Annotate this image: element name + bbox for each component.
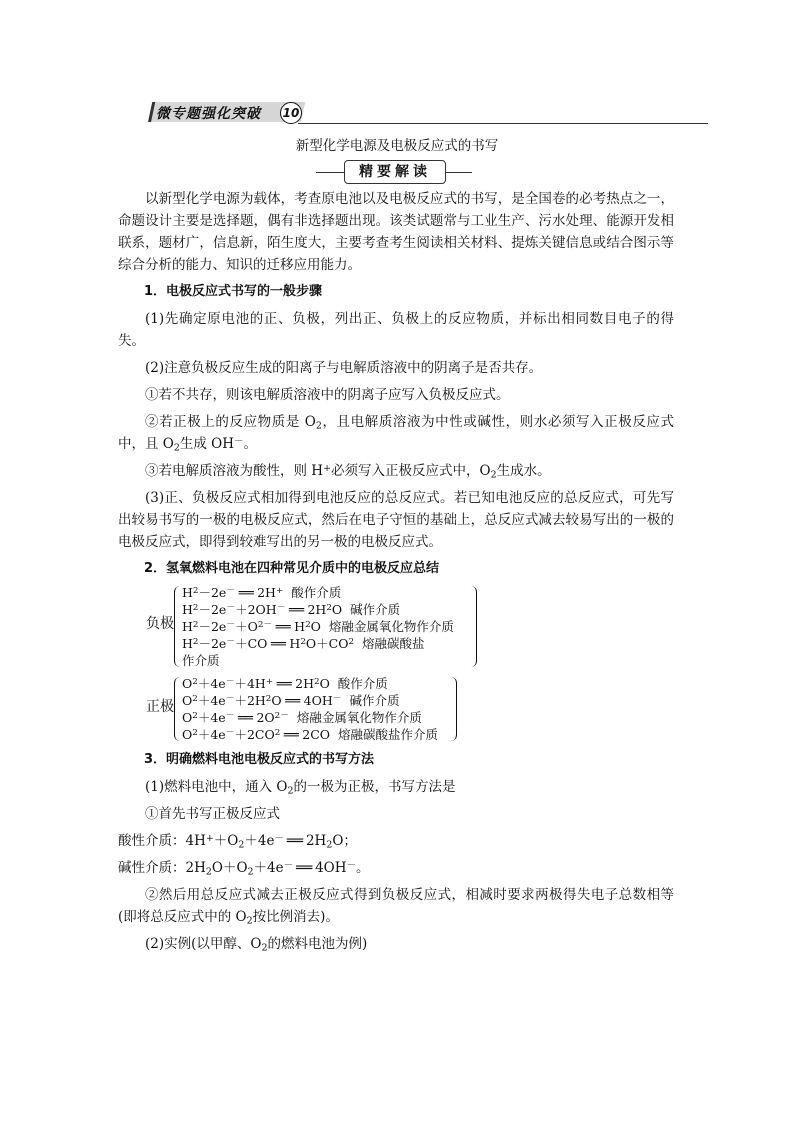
positive-brace-left xyxy=(174,677,181,741)
banner-rule xyxy=(298,123,708,124)
negative-eq-acid: $H^2-2e^-$ ══ 2H+ 酸作介质 xyxy=(182,585,342,600)
banner-label: 微专题强化突破 xyxy=(156,106,261,122)
positive-brace-right xyxy=(450,677,457,741)
section-1-p3: ①若不共存，则该电解质溶液中的阴离子应写入负极反应式。 xyxy=(145,387,510,403)
positive-label: 正极 xyxy=(146,699,174,715)
section-3-heading: 3．明确燃料电池电极反应式的书写方法 xyxy=(144,752,375,767)
positive-eq-carbonate: $O^2+4e^-+2CO^2$ ══ 2CO 熔融碳酸盐作介质 xyxy=(182,727,439,742)
negative-brace-right xyxy=(470,586,477,667)
negative-eq-carbonate-cont: 作介质 xyxy=(182,653,220,668)
positive-electrode-group xyxy=(118,675,674,743)
banner-number-badge: 10 xyxy=(280,102,302,124)
section-3-p1: (1)燃料电池中，通入 $O_2$的一极为正极，书写方法是 xyxy=(145,779,456,797)
negative-eq-carbonate: $H^2-2e^-+CO$ ══ $H^2O+CO^2$ 熔融碳酸盐 xyxy=(182,636,425,651)
section-1-p2: (2)注意负极反应生成的阳离子与电解质溶液中的阴离子是否共存。 xyxy=(145,360,543,376)
positive-eq-acid: $O^2+4e^-+4H^+$ ══ $2H^2O$ 酸作介质 xyxy=(182,676,388,691)
article-body xyxy=(118,188,674,955)
subheading xyxy=(316,160,472,184)
section-3-p2: ①首先书写正极反应式 xyxy=(145,806,280,822)
positive-eq-base: $O^2+4e^-+2H^2O$ ══ 4OH－ 碱作介质 xyxy=(182,693,400,708)
page-title: 新型化学电源及电极反应式的书写 xyxy=(295,138,499,154)
section-1-p4: ②若正极上的反应物质是 $O_2$，且电解质溶液为中性或碱性，则水必须写入正极反应式中，且 $O_2$生成 OH－。 xyxy=(118,414,675,454)
section-1-p5: ③若电解质溶液为酸性，则 H+必须写入正极反应式中，$O_2$生成水。 xyxy=(145,462,551,481)
intro-paragraph: 以新型化学电源为载体，考查原电池以及电极反应式的书写，是全国卷的必考热点之一，命题设计主要是选择题，偶有非选择题出现。该类试题常与工业生产、污水处理、能源开发相联系，题材广，信息新，陌生度大，主要考查考生阅读相关材料、提炼关键信息或结合图示等综合分析的能力、知识的迁移应用能力。 xyxy=(118,191,674,273)
negative-electrode-group xyxy=(118,584,674,669)
negative-brace-left xyxy=(174,586,181,667)
section-1-heading: 1．电极反应式书写的一般步骤 xyxy=(144,284,323,299)
section-banner xyxy=(148,102,708,124)
base-medium-equation: 碱性介质：$2H_2O+O_2+4e^-$ ══ 4OH－。 xyxy=(118,859,370,878)
negative-label: 负极 xyxy=(146,616,174,632)
positive-eq-oxide: $O^2+4e^-$ ══ $2O^{2-}$ 熔融金属氧化物作介质 xyxy=(182,710,422,725)
section-1-p6: (3)正、负极反应式相加得到电池反应的总反应式。若已知电池反应的总反应式，可先写出较易书写的一极的电极反应式，然后在电子守恒的基础上，总反应式减去较易写出的一极的电极反应式，即得到较难写出的另一极的电极反应式。 xyxy=(118,490,674,550)
subheading-label: 精要解读 xyxy=(344,160,446,184)
negative-eq-base: $H^2-2e^-+2OH^-$ ══ $2H^2O$ 碱作介质 xyxy=(182,602,401,617)
section-3-p4: (2)实例(以甲醇、$O_2$的燃料电池为例) xyxy=(145,936,368,954)
acid-medium-equation: 酸性介质：$4H^++O_2+4e^-$ ══ $2H_2O$； xyxy=(118,832,357,851)
section-2-heading: 2．氢氧燃料电池在四种常见介质中的电极反应总结 xyxy=(144,561,440,576)
section-3-p3: ②然后用总反应式减去正极反应式得到负极反应式，相减时要求两极得失电子总数相等(即将总反应式中的 $O_2$按比例消去)。 xyxy=(118,887,674,927)
negative-eq-oxide: $H^2-2e^-+O^{2-}$ ══ $H^2O$ 熔融金属氧化物作介质 xyxy=(182,619,454,634)
section-1-p1: (1)先确定原电池的正、负极，列出正、负极上的反应物质，并标出相同数目电子的得失。 xyxy=(118,311,674,349)
